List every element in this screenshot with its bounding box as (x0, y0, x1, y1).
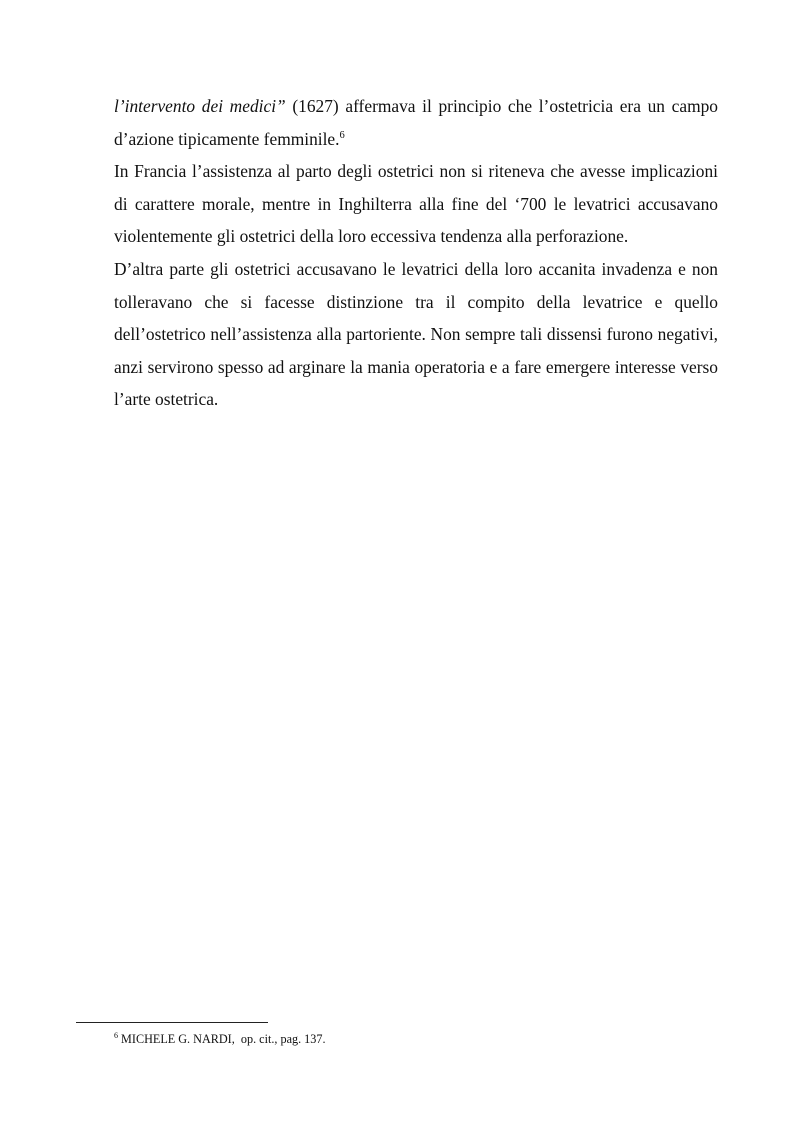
body-text (114, 90, 718, 416)
paragraph-3: D’altra parte gli ostetrici accusavano le levatrici della loro accanita invadenza e non tolleravano che si facesse distinzione tra il compito della levatrice e quello dell’ostetrico nell’assistenza alla partoriente. Non sempre tali dissensi furono negativi, anzi servirono spesso ad arginare la mania operatoria e a fare emergere interesse verso l’arte ostetrica. (114, 258, 718, 410)
footnote-number: 6 (114, 1031, 118, 1040)
footnote-divider (76, 1022, 268, 1023)
italic-quote: l’intervento dei medici” (114, 96, 286, 116)
footnote-reference[interactable]: 6 (339, 129, 345, 141)
footnote (114, 1031, 326, 1047)
footnote-text: MICHELE G. NARDI, op. cit., pag. 137. (118, 1032, 326, 1046)
paragraph-1 (114, 90, 718, 155)
paragraph-2: In Francia l’assistenza al parto degli ostetrici non si riteneva che avesse implicazioni di carattere morale, mentre in Inghilterra alla fine del ‘700 le levatrici accusavano violentemente gli ostetrici della loro eccessiva tendenza alla perforazione. (114, 161, 718, 247)
paragraph-1-text: (1627) affermava il principio che l’ostetricia era un campo d’azione tipicamente femminile. (114, 96, 718, 149)
